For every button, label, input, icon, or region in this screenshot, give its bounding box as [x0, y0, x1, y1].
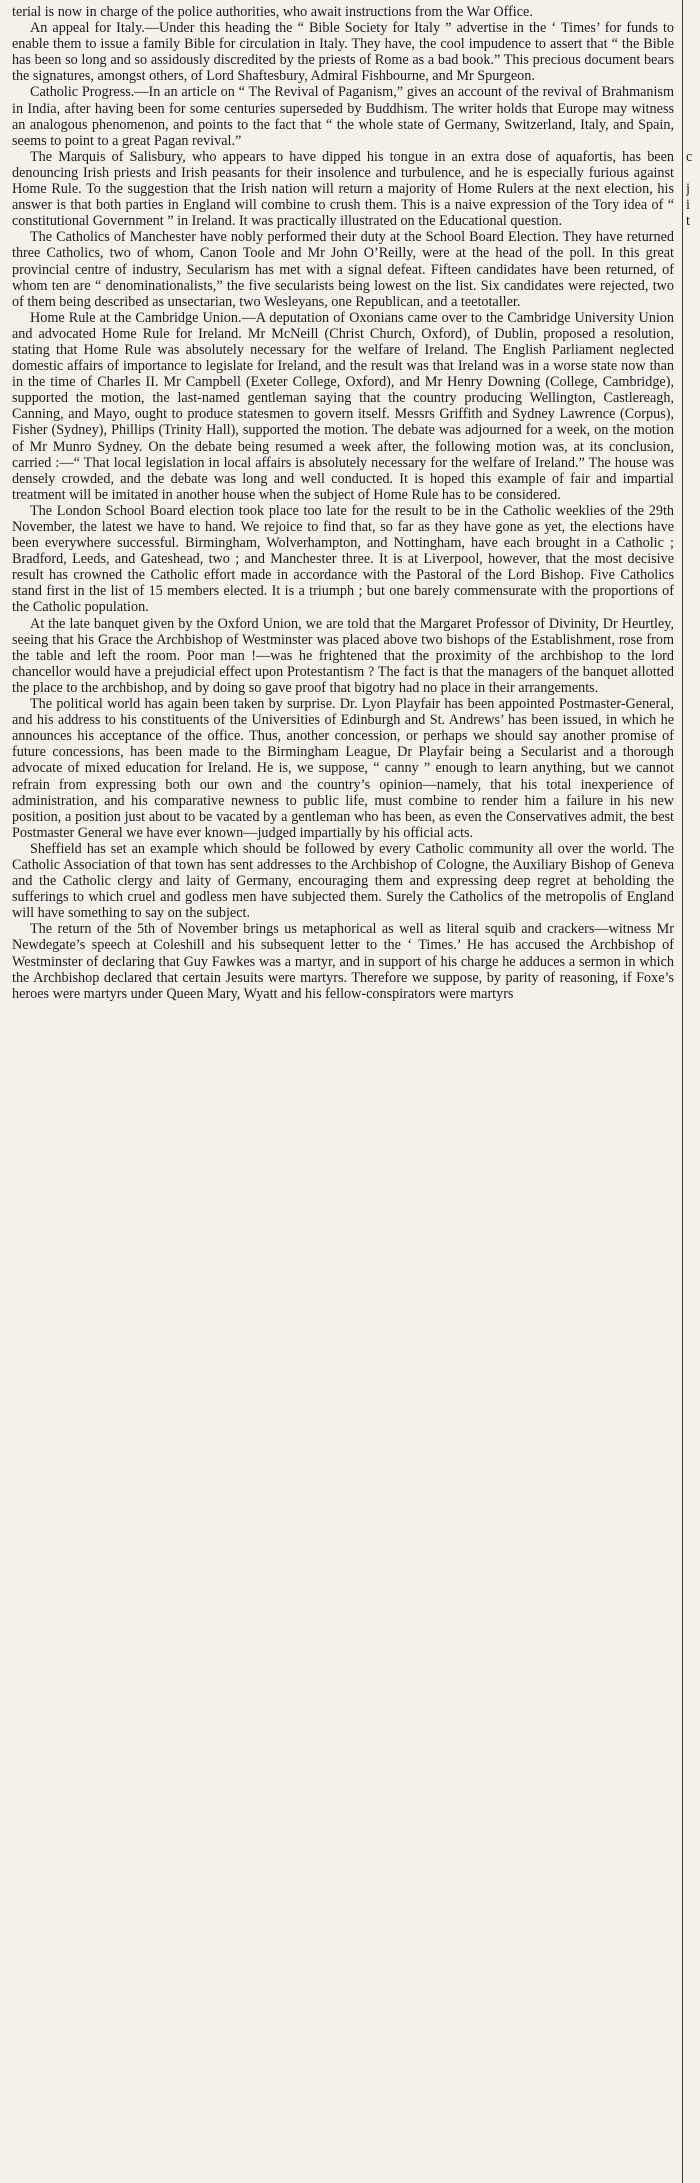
- paragraph: Home Rule at the Cambridge Union.—A deputation of Oxonians came over to the Cambridge University Union and advocated Home Rule for Ireland. Mr McNeill (Christ Church, Oxford), of Dublin, proposed a resolution, stating that Home Rule was absolutely necessary for the welfare of Ireland. The English Parliament neglected domestic affairs of importance to legislate for Ireland, and the result was that Ireland was in a worse state now than in the time of Charles II. Mr Campbell (Exeter College, Oxford), and Mr Henry Downing (College, Cambridge), supported the motion, the last-named gentleman saying that the country producing Wellington, Castlereagh, Canning, and Mayo, ought to produce statesmen to govern itself. Messrs Griffith and Sydney Lawrence (Corpus), Fisher (Sydney), Phillips (Trinity Hall), supported the motion. The debate was adjourned for a week, on the motion of Mr Munro Sydney. On the debate being resumed a week after, the following motion was, at its conclusion, carried :—“ That local legislation in local affairs is absolutely necessary for the welfare of Ireland.” The house was densely crowded, and the debate was long and well conducted. It is hoped this example of fair and impartial treatment will be imitated in another house when the subject of Home Rule has to be considered.: [12, 309, 674, 503]
- paragraph: The Catholics of Manchester have nobly performed their duty at the School Board Election. They have returned three Catholics, two of whom, Canon Toole and Mr John O’Reilly, were at the head of the poll. In this great provincial centre of industry, Secularism has met with a signal defeat. Fifteen candidates have been returned, of whom ten are “ denominationalists,” the five secularists being lowest on the list. Six candidates were rejected, two of them being described as unsectarian, two Wesleyans, one Republican, and a teetotaller.: [12, 229, 674, 310]
- adjacent-letter: i: [686, 197, 690, 214]
- adjacent-column-fragment: [686, 4, 700, 2179]
- adjacent-letter: c: [686, 149, 693, 165]
- adjacent-letter: j: [686, 181, 690, 198]
- adjacent-letter: t: [686, 213, 690, 230]
- paragraph: An appeal for Italy.—Under this heading the “ Bible Society for Italy ” advertise in the ‘ Times’ for funds to enable them to issue a family Bible for circulation in Italy. They have, the cool impudence to assert that “ the Bible has been so long and so assidously discredited by the priests of Rome as a bad book.” This precious document bears the signatures, amongst others, of Lord Shaftesbury, Admiral Fishbourne, and Mr Spurgeon.: [12, 20, 674, 85]
- paragraph: terial is now in charge of the police authorities, who await instructions from the War Office.: [12, 4, 533, 20]
- article-column: [12, 4, 674, 2179]
- paragraph: Sheffield has set an example which should be followed by every Catholic community all over the world. The Catholic Association of that town has sent addresses to the Archbishop of Cologne, the Auxiliary Bishop of Geneva and the Catholic clergy and laity of Germany, encouraging them and expressing deep regret at beholding the sufferings to which cruel and godless men have subjected them. Surely the Catholics of the metropolis of England will have something to say on the subject.: [12, 840, 674, 922]
- paragraph: The Marquis of Salisbury, who appears to have dipped his tongue in an extra dose of aquafortis, has been denouncing Irish priests and Irish peasants for their insolence and turbulence, and he is especially furious against Home Rule. To the suggestion that the Irish nation will return a majority of Home Rulers at the next election, his answer is that both parties in England will combine to crush them. This is a naive expression of the Tory idea of “ constitutional Government ” in Ireland. It was practically illustrated on the Educational question.: [12, 148, 674, 230]
- paragraph: Catholic Progress.—In an article on “ The Revival of Paganism,” gives an account of the revival of Brahmanism in India, after having been for some centuries superseded by Buddhism. The writer holds that Europe may witness an analogous phenomenon, and points to the fact that “ the whole state of Germany, Switzerland, Italy, and Spain, seems to point to a great Pagan revival.”: [12, 84, 674, 149]
- paragraph: At the late banquet given by the Oxford Union, we are told that the Margaret Professor of Divinity, Dr Heurtley, seeing that his Grace the Archbishop of Westminster was placed above two bishops of the Establishment, rose from the table and left the room. Poor man !—was he frightened that the proximity of the archbishop to the lord chancellor would have a prejudicial effect upon Protestantism ? The fact is that the managers of the banquet allotted the place to the archbishop, and by doing so gave proof that bigotry had no place in their arrangements.: [12, 615, 674, 696]
- column-divider: [682, 0, 683, 2183]
- paragraph: The political world has again been taken by surprise. Dr. Lyon Playfair has been appointed Postmaster-General, and his address to his constituents of the Universities of Edinburgh and St. Andrews’ has been issued, in which he announces his acceptance of the office. Thus, another concession, or perhaps we should say another promise of future concessions, has been made to the Birmingham League, Dr Playfair being a Secularist and a thorough advocate of mixed education for Ireland. He is, we suppose, “ canny ” enough to learn anything, but we cannot refrain from expressing both our own and the country’s opinion—namely, that his total inexperience of administration, and his comparative newness to public life, must combine to render him a failure in his new position, a position just about to be vacated by a gentleman who has been, as even the Conservatives admit, the best Postmaster General we have ever known—judged impartially by his official acts.: [12, 696, 674, 841]
- paragraph: The London School Board election took place too late for the result to be in the Catholic weeklies of the 29th November, the latest we have to hand. We rejoice to find that, so far as they have gone as yet, the elections have been everywhere successful. Birmingham, Wolverhampton, and Nottingham, have each brought in a Catholic ; Bradford, Leeds, and Gateshead, two ; and Manchester three. It is at Liverpool, however, that the most decisive result has crowned the Catholic effort made in accordance with the Pastoral of the Lord Bishop. Five Catholics stand first in the list of 15 members elected. It is a triumph ; but one barely commensurate with the proportions of the Catholic population.: [12, 502, 674, 616]
- paragraph: The return of the 5th of November brings us metaphorical as well as literal squib and crackers—witness Mr Newdegate’s speech at Coleshill and his subsequent letter to the ‘ Times.’ He has accused the Archbishop of Westminster of declaring that Guy Fawkes was a martyr, and in support of his charge he adduces a sermon in which the Archbishop declared that certain Jesuits were martyrs. Therefore we suppose, by parity of reasoning, if Foxe’s heroes were martyrs under Queen Mary, Wyatt and his fellow-conspirators were martyrs: [12, 921, 674, 1002]
